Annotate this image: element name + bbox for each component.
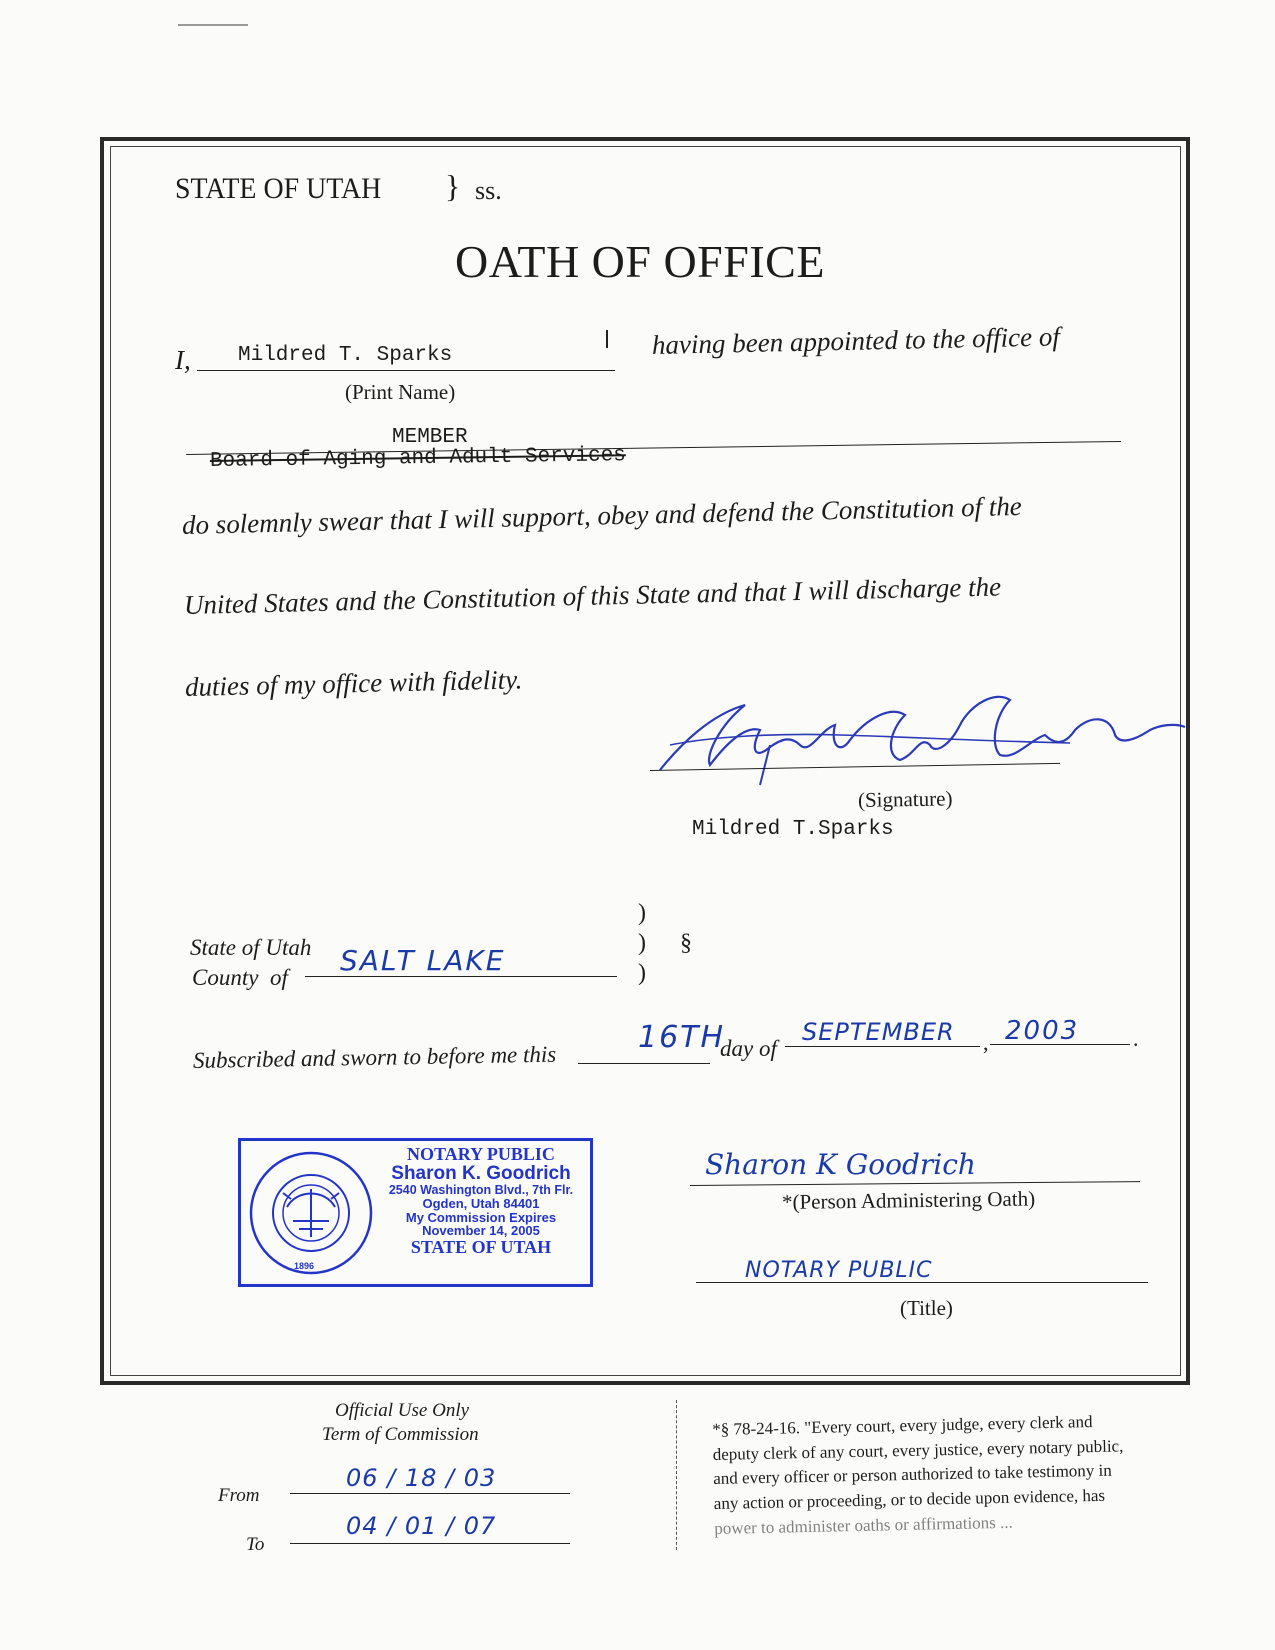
- ss-abbrev: ss.: [475, 176, 502, 205]
- from-value: 06 / 18 / 03: [346, 1464, 497, 1492]
- signature-graphic: [650, 685, 1190, 795]
- to-label: To: [246, 1534, 265, 1555]
- footnote-line-4: any action or proceeding, or to decide upon evidence, has: [713, 1485, 1106, 1513]
- stamp-line-1: NOTARY PUBLIC: [407, 1144, 555, 1164]
- county-value: SALT LAKE: [340, 944, 506, 977]
- signature-typed-name: Mildred T.Sparks: [692, 818, 894, 841]
- day-value: 16TH: [638, 1020, 726, 1055]
- title-line: [696, 1282, 1148, 1283]
- appointed-text: having been appointed to the office of: [651, 321, 1061, 360]
- scan-mark: [178, 24, 248, 26]
- statute-footnote: [712, 1408, 1214, 1542]
- oath-line-3: duties of my office with fidelity.: [184, 664, 523, 702]
- official-use-heading: Official Use Only: [335, 1400, 470, 1421]
- seal-year: 1896: [294, 1261, 315, 1271]
- venue-county-label: County of: [192, 965, 288, 990]
- footnote-line-1: *§ 78-24-16. "Every court, every judge, every clerk and: [712, 1412, 1093, 1439]
- print-name-label: (Print Name): [345, 380, 456, 404]
- title-value: NOTARY PUBLIC: [745, 1258, 933, 1283]
- office-struck: Board of Aging and Adult Services: [209, 444, 626, 473]
- sworn-text: Subscribed and sworn to before me this: [192, 1041, 557, 1073]
- title-label: (Title): [900, 1296, 953, 1320]
- office-inserted: MEMBER: [392, 426, 468, 449]
- print-name-value: Mildred T. Sparks: [238, 344, 453, 367]
- footnote-line-5: power to administer oaths or affirmations ...: [714, 1512, 1013, 1538]
- cursor-mark: [606, 330, 608, 348]
- signature-label: (Signature): [857, 786, 953, 812]
- stamp-line-2: Sharon K. Goodrich: [391, 1162, 571, 1184]
- stamp-line-3: 2540 Washington Blvd., 7th Flr.: [388, 1182, 574, 1197]
- year-value: 2003: [1005, 1016, 1080, 1046]
- period: .: [1133, 1026, 1139, 1051]
- to-value: 04 / 01 / 07: [346, 1512, 497, 1540]
- venue-paren-2: ): [638, 930, 646, 956]
- from-label: From: [218, 1485, 260, 1506]
- administrator-label: *(Person Administering Oath): [781, 1186, 1036, 1214]
- footnote-line-2: deputy clerk of any court, every justice, every notary public,: [712, 1436, 1124, 1464]
- administrator-signature: Sharon K Goodrich: [705, 1148, 976, 1181]
- oath-line-1: do solemnly swear that I will support, obey and defend the Constitution of the: [181, 490, 1023, 540]
- venue-paren-3: ): [638, 960, 646, 986]
- venue-state-label: State of Utah: [190, 935, 312, 960]
- stamp-line-5: My Commission Expires: [405, 1209, 557, 1225]
- state-brace: }: [445, 168, 461, 204]
- stamp-line-4: Ogden, Utah 84401: [422, 1195, 540, 1211]
- oath-prefix: I,: [175, 345, 191, 375]
- page-title: OATH OF OFFICE: [455, 236, 825, 287]
- footnote-line-3: and every officer or person authorized to take testimony in: [713, 1460, 1112, 1489]
- venue-paren-1: ): [638, 900, 646, 926]
- notary-stamp: [238, 1138, 593, 1287]
- term-heading: Term of Commission: [322, 1424, 479, 1445]
- oath-line-2: United States and the Constitution of this State and that I will discharge the: [183, 571, 1002, 620]
- day-of-label: day of: [720, 1036, 777, 1061]
- stamp-line-6: November 14, 2005: [422, 1223, 540, 1239]
- state-seal-icon: [247, 1149, 375, 1277]
- state-header: STATE OF UTAH: [175, 172, 382, 205]
- footer-divider: [676, 1400, 677, 1550]
- stamp-line-7: STATE OF UTAH: [410, 1236, 552, 1257]
- comma: ,: [983, 1030, 989, 1055]
- month-value: SEPTEMBER: [802, 1018, 955, 1046]
- section-symbol: §: [680, 930, 692, 956]
